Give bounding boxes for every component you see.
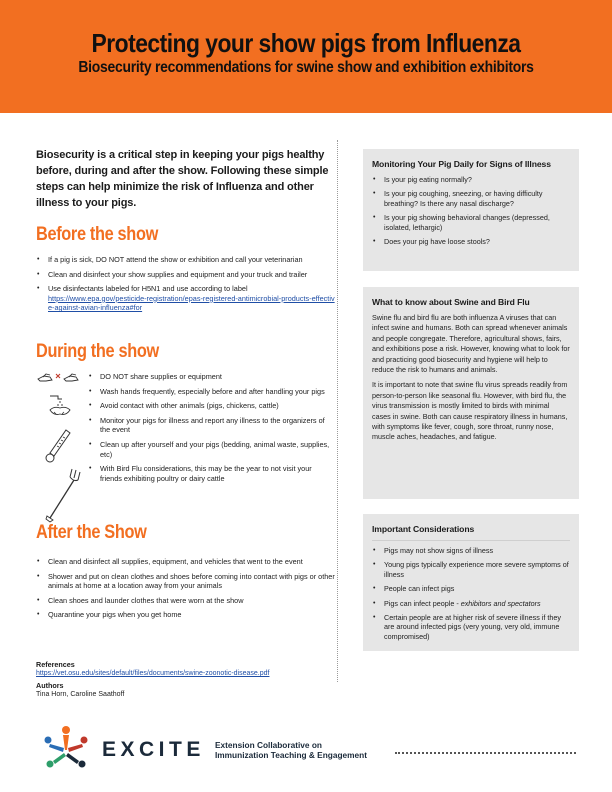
monitoring-box	[363, 149, 579, 271]
epa-link[interactable]: https://www.epa.gov/pesticide-registration/epas-registered-antimicrobial-products-effective-against-avian-influenza#for	[48, 293, 335, 313]
before-list	[36, 255, 336, 318]
excite-desc-line: Extension Collaborative on	[215, 740, 322, 750]
list-item: • Monitor your pigs for illness and report any illness to the organizers of the event	[88, 416, 333, 435]
header-banner	[0, 0, 612, 113]
hand-washing-icon	[36, 392, 86, 420]
page-title: Protecting your show pigs from Influenza	[91, 28, 521, 58]
considerations-box	[363, 514, 579, 651]
considerations-list	[372, 546, 570, 641]
list-item: • Clean up after yourself and your pigs (bedding, animal waste, supplies, etc)	[88, 440, 333, 459]
list-item: • Avoid contact with other animals (pigs, chickens, cattle)	[88, 401, 333, 411]
references-label: References	[36, 660, 75, 669]
during-heading: During the show	[36, 341, 159, 362]
excite-brand: EXCITE	[102, 738, 205, 761]
page-subtitle: Biosecurity recommendations for swine show and exhibition exhibitors	[78, 59, 534, 76]
flu-paragraph-2: It is important to note that swine flu virus spreads readily from person-to-person like seasonal flu. However, with bird flu, the virus transmission is mostly limited to birds with minimal cases in swine. Both can cause respiratory illness in humans, with symptoms like fever, cough, sore throat, runny nose, muscle aches, headaches, and fatigue.	[372, 380, 568, 442]
authors-text: Tina Horn, Caroline Saathoff	[36, 691, 125, 698]
flu-info-box	[363, 287, 579, 499]
excite-description	[215, 740, 367, 760]
list-item: • Quarantine your pigs when you get home	[36, 610, 336, 620]
list-item	[36, 284, 336, 313]
pitchfork-icon	[36, 468, 86, 523]
after-heading: After the Show	[36, 522, 147, 543]
monitoring-heading: Monitoring Your Pig Daily for Signs of Illness	[372, 159, 551, 169]
list-item: • Certain people are at higher risk of severe illness if they are around infected pigs (very young, very old, immune compromised)	[372, 613, 570, 641]
list-item: • Young pigs typically experience more severe symptoms of illness	[372, 560, 570, 579]
excite-logo-icon	[36, 722, 96, 770]
during-icons	[36, 368, 86, 523]
flu-paragraph-1: Swine flu and bird flu are both influenza A viruses that can infect swine and humans. Both can spread whenever animals and people congregate. Therefore, agricultural shows, fairs, and exhibitions pose a risk. However, knowing what to look for and practicing good biosecurity and hygiene will help to reduce the risk to humans and animals.	[372, 313, 570, 375]
intro-block	[36, 147, 338, 211]
list-item-text: Pigs can infect people -	[384, 598, 461, 608]
flu-heading: What to know about Swine and Bird Flu	[372, 297, 530, 307]
during-list	[88, 372, 333, 488]
list-item: • Clean shoes and launder clothes that were worn at the show	[36, 596, 336, 606]
considerations-heading: Important Considerations	[372, 524, 475, 534]
list-item: • If a pig is sick, DO NOT attend the show or exhibition and call your veterinarian	[36, 255, 336, 265]
footer	[36, 722, 576, 770]
list-item: • Pigs may not show signs of illness	[372, 546, 570, 555]
column-divider	[337, 140, 338, 682]
excite-desc-line: Immunization Teaching & Engagement	[215, 750, 367, 760]
list-item: • Clean and disinfect your show supplies and equipment and your truck and trailer	[36, 270, 336, 280]
monitoring-list	[372, 175, 570, 246]
divider	[372, 540, 570, 541]
list-item: • Is your pig coughing, sneezing, or having difficulty breathing? Is there any nasal discharge?	[372, 189, 570, 208]
list-item-emphasis: exhibitors and spectators	[460, 598, 541, 608]
list-item: • Clean and disinfect all supplies, equipment, and vehicles that went to the event	[36, 557, 336, 567]
list-item: • DO NOT share supplies or equipment	[88, 372, 333, 382]
list-item-text: Use disinfectants labeled for H5N1 and use according to label	[48, 284, 248, 294]
list-item: • Is your pig showing behavioral changes (depressed, isolated, lethargic)	[372, 213, 570, 232]
list-item: • Does your pig have loose stools?	[372, 237, 570, 246]
authors-label: Authors	[36, 681, 64, 690]
list-item: • Is your pig eating normally?	[372, 175, 570, 184]
list-item: • Wash hands frequently, especially before and after handling your pigs	[88, 387, 333, 397]
dotted-rule	[395, 752, 576, 754]
references	[36, 660, 356, 702]
no-sharing-icon	[36, 368, 86, 388]
before-heading: Before the show	[36, 224, 158, 245]
list-item: • With Bird Flu considerations, this may be the year to not visit your friends exhibiting poultry or dairy cattle	[88, 464, 333, 483]
list-item: • People can infect pigs	[372, 584, 570, 593]
list-item	[372, 599, 570, 608]
thermometer-icon	[36, 426, 86, 466]
after-list	[36, 557, 336, 625]
reference-link[interactable]: https://vet.osu.edu/sites/default/files/documents/swine-zoonotic-disease.pdf	[36, 670, 270, 677]
intro-text: Biosecurity is a critical step in keeping your pigs healthy before, during and after the show. Following these simple steps can help minimize the risk of Influenza and other illness to your pigs.	[36, 149, 329, 209]
list-item: • Shower and put on clean clothes and shoes before coming into contact with pigs or other animals at home at a location away from your animals	[36, 572, 336, 591]
